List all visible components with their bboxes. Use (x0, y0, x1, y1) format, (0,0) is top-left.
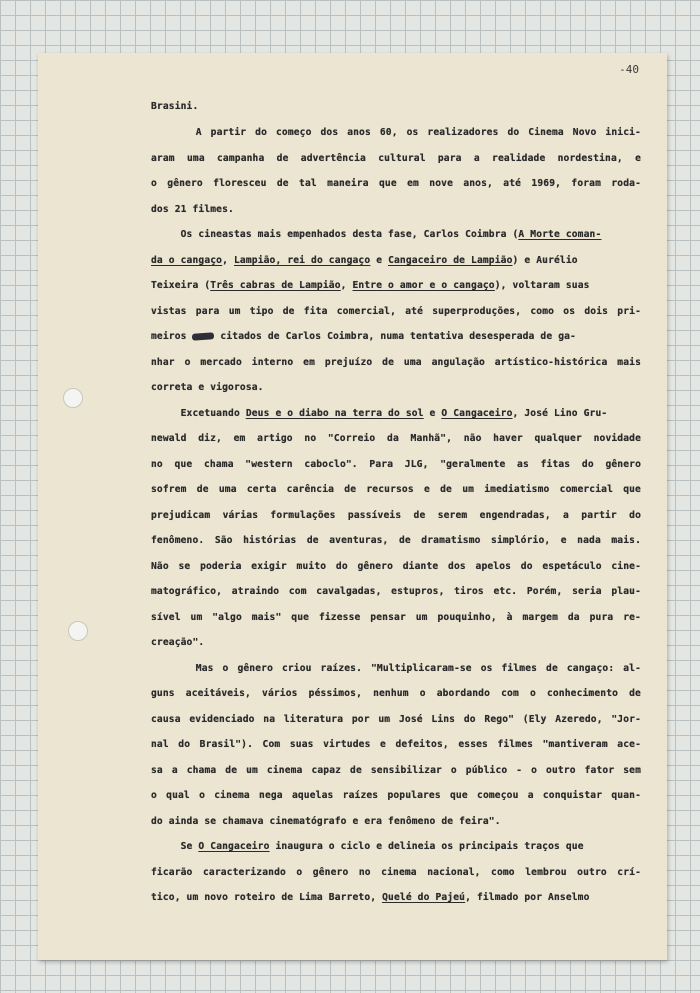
text-line: meiros citados de Carlos Coimbra, numa tentativa desesperada de ga- (151, 331, 576, 342)
text-line: fenômeno. São histórias de aventuras, de dramatismo simplório, e nada mais. (151, 535, 641, 546)
film-title: da o cangaço (151, 255, 223, 266)
text-line: Teixeira (Três cabras de Lampião, Entre o amor e o cangaço), voltaram suas (151, 280, 590, 291)
text-line: o gênero floresceu de tal maneira que em nove anos, até 1969, foram roda- (151, 178, 641, 189)
text-line: Brasini. (151, 101, 199, 112)
ink-strikeout (192, 332, 214, 341)
text-line: prejudicam várias formulações passíveis de serem engendradas, a partir do (151, 510, 641, 521)
text-line: nhar o mercado interno em prejuízo de uma angulação artístico-histórica mais (151, 357, 641, 368)
text-line: tico, um novo roteiro de Lima Barreto, Quelé do Pajeú, filmado por Anselmo (151, 892, 590, 903)
text-line: sofrem de uma certa carência de recursos e de um imediatismo comercial que (151, 484, 641, 495)
text-line: A partir do começo dos anos 60, os realizadores do Cinema Novo inici- (151, 127, 641, 138)
film-title: Deus e o diabo na terra do sol (245, 408, 424, 419)
text-line: aram uma campanha de advertência cultural para a realidade nordestina, e (151, 153, 641, 164)
punch-hole (68, 621, 88, 641)
text-line: Mas o gênero criou raízes. "Multiplicaram-se os filmes de cangaço: al- (151, 663, 641, 674)
film-title: Cangaceiro de Lampião (388, 255, 513, 266)
film-title: Três cabras de Lampião (210, 280, 341, 291)
text-line: no que chama "western caboclo". Para JLG, "geralmente as fitas do gênero (151, 459, 641, 470)
film-title: Quelé do Pajeú (382, 892, 466, 903)
text-line: creação". (151, 637, 205, 648)
text-line: Não se poderia exigir muito do gênero diante dos apelos do espetáculo cine- (151, 561, 641, 572)
text-line: causa evidenciado na literatura por um José Lins do Rego" (Ely Azeredo, "Jor- (151, 714, 641, 725)
document-page (38, 53, 667, 960)
page-number: -40 (619, 63, 639, 76)
text-line: newald diz, em artigo no "Correio da Manhã", não haver qualquer novidade (151, 433, 641, 444)
text-line: sível um "algo mais" que fizesse pensar um pouquinho, à margem da pura re- (151, 612, 641, 623)
text-line: sa a chama de um cinema capaz de sensibilizar o público - o outro fator sem (151, 765, 641, 776)
film-title: O Cangaceiro (441, 408, 513, 419)
text-line: Excetuando Deus e o diabo na terra do sol e O Cangaceiro, José Lino Gru- (151, 408, 608, 419)
text-line: ficarão caracterizando o gênero no cinema nacional, como lembrou outro crí- (151, 867, 641, 878)
text-line: correta e vigorosa. (151, 382, 264, 393)
text-line: vistas para um tipo de fita comercial, até superproduções, como os dois pri- (151, 306, 641, 317)
film-title: Entre o amor e o cangaço (352, 280, 495, 291)
film-title: Lampião, rei do cangaço (233, 255, 371, 266)
punch-hole (63, 388, 83, 408)
text-line: dos 21 filmes. (151, 204, 234, 215)
text-line: nal do Brasil"). Com suas virtudes e defeitos, esses filmes "mantiveram ace- (151, 739, 641, 750)
text-line: Os cineastas mais empenhados desta fase, Carlos Coimbra (A Morte coman- (151, 229, 602, 240)
film-title: O Cangaceiro (198, 841, 270, 852)
text-line: matográfico, atraindo com cavalgadas, estupros, tiros etc. Porém, seria plau- (151, 586, 641, 597)
text-line: do ainda se chamava cinematógrafo e era fenômeno de feira". (151, 816, 501, 827)
text-line: Se O Cangaceiro inaugura o ciclo e delineia os principais traços que (151, 841, 584, 852)
film-title: A Morte coman- (518, 229, 602, 240)
text-line: o qual o cinema nega aquelas raízes populares que começou a conquistar quan- (151, 790, 641, 801)
text-line: guns aceitáveis, vários péssimos, nenhum o abordando com o conhecimento de (151, 688, 641, 699)
text-line: da o cangaço, Lampião, rei do cangaço e Cangaceiro de Lampião) e Aurélio (151, 255, 578, 266)
